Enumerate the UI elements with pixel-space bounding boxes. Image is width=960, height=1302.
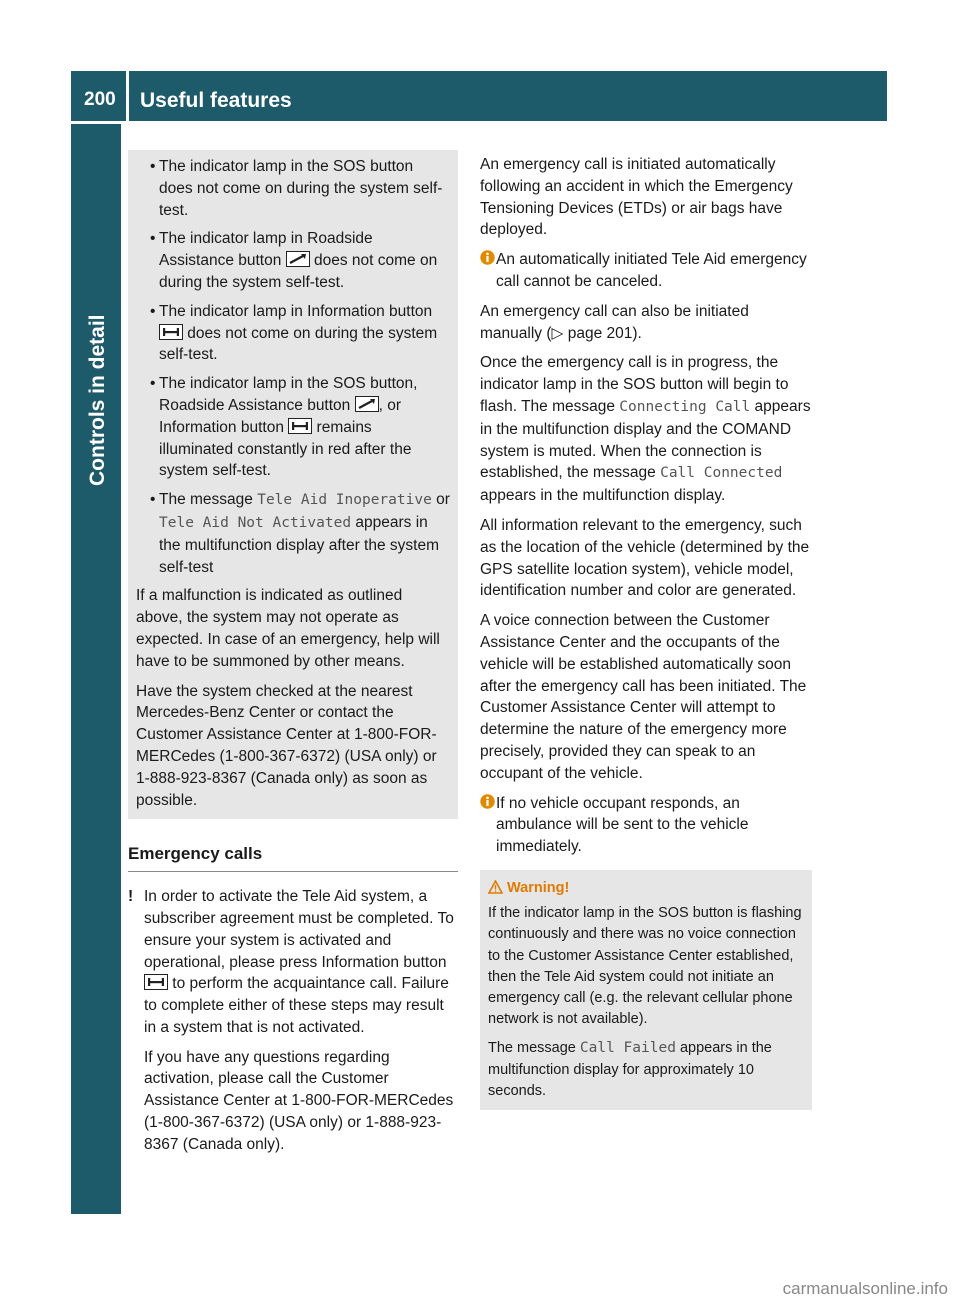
- header-divider: [126, 71, 129, 121]
- list-item: • The indicator lamp in the SOS button does not come on during the system self-test.: [136, 156, 450, 221]
- list-item: • The indicator lamp in the SOS button, Roadside Assistance button , or Information button remains illuminated constantly in red after the system self-test.: [136, 373, 450, 482]
- activation-note: [128, 886, 458, 1156]
- list-item: • The indicator lamp in Roadside Assistance button does not come on during the system self-test.: [136, 228, 450, 293]
- side-tab-label: Controls in detail: [86, 314, 109, 486]
- warning-triangle-icon: [488, 880, 503, 894]
- malfunction-box: [128, 150, 458, 819]
- paragraph: A voice connection between the Customer Assistance Center and the occupants of the vehicle will be established automatically soon after the emergency call has been initiated. The Customer Assistance Center will attempt to determine the nature of the emergency more precisely, provided they can speak to an occupant of the vehicle.: [480, 612, 807, 782]
- info-icon: [480, 794, 495, 809]
- section-title: Useful features: [140, 89, 292, 112]
- warning-paragraph: If the indicator lamp in the SOS button is flashing continuously and there was no voice connection to the Customer Assistance Center established, then the Tele Aid system could not initiate an emergency call (e.g. the relevant cellular phone network is not available).: [488, 905, 802, 1028]
- paragraph: Once the emergency call is in progress, the indicator lamp in the SOS button will begin to flash. The message Connecting Call appears in the multifunction display and the COMAND system is muted. When the connection is established, the message Call Connected appears in the multifunction display.: [480, 354, 811, 505]
- info-note: If no vehicle occupant responds, an ambulance will be sent to the vehicle immediately.: [480, 793, 812, 858]
- list-item: • The indicator lamp in Information button does not come on during the system self-test.: [136, 301, 450, 366]
- warning-box: [480, 870, 812, 1110]
- page-number: 200: [84, 89, 116, 110]
- wrench-icon: [286, 251, 310, 267]
- warning-title: Warning!: [488, 878, 804, 899]
- service-paragraph: Have the system checked at the nearest Mercedes-Benz Center or contact the Customer Assistance Center at 1-800-FOR-MERCedes (1-800-367-6372) (USA only) or 1-888-923-8367 (Canada only) as soon as possible.: [136, 682, 437, 809]
- info-note: An automatically initiated Tele Aid emergency call cannot be canceled.: [480, 249, 812, 293]
- paragraph: All information relevant to the emergency, such as the location of the vehicle (determined by the GPS satellite location system), vehicle model, identification number and color are generated.: [480, 516, 810, 600]
- information-key-icon: [144, 974, 168, 990]
- list-item: • The message Tele Aid Inoperative or Tele Aid Not Activated appears in the multifunction display after the system self-test: [136, 489, 450, 578]
- information-key-icon: [288, 418, 312, 434]
- watermark: carmanualsonline.info: [782, 1279, 948, 1298]
- caution-icon: !: [128, 888, 134, 906]
- paragraph: An emergency call can also be initiated manually (▷ page 201).: [480, 302, 749, 342]
- side-tab: [71, 124, 121, 1214]
- left-column: [128, 150, 458, 1164]
- note-paragraph: In order to activate the Tele Aid system, a subscriber agreement must be completed. To ensure your system is activated and operational, please press Information button to perform the acquaintance call. Failure to complete either of these steps may result in a system that is not activated.: [144, 888, 454, 1036]
- malfunction-paragraph: If a malfunction is indicated as outlined above, the system may not operate as expected. In case of an emergency, help will have to be summoned by other means.: [136, 587, 440, 670]
- warning-paragraph: The message Call Failed appears in the multifunction display for approximately 10 seconds.: [488, 1040, 772, 1099]
- heading-emergency-calls: Emergency calls: [128, 843, 458, 872]
- paragraph: An emergency call is initiated automatically following an accident in which the Emergency Tensioning Devices (ETDs) or air bags have deployed.: [480, 156, 793, 239]
- info-icon: [480, 250, 495, 265]
- wrench-icon: [355, 396, 379, 412]
- right-column: [480, 154, 812, 1110]
- note-paragraph: If you have any questions regarding activation, please call the Customer Assistance Center at 1-800-FOR-MERCedes (1-800-367-6372) (USA only) or 1-888-923-8367 (Canada only).: [144, 1048, 454, 1153]
- information-key-icon: [159, 324, 183, 340]
